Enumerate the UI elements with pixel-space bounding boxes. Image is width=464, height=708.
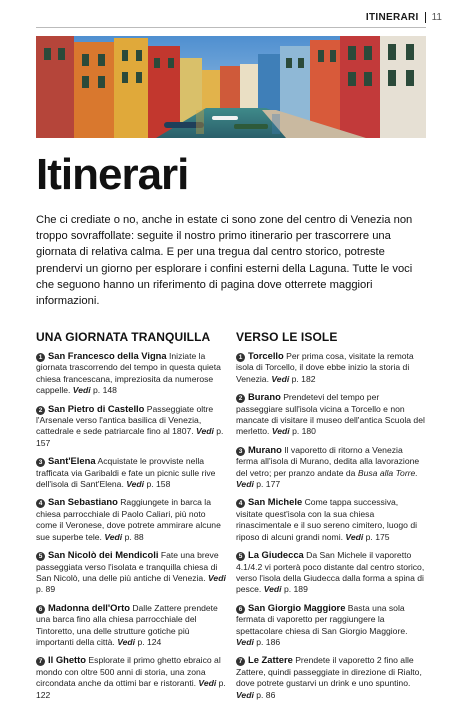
venue-name: Busa alla Torre. xyxy=(357,467,418,478)
stop-description: Per prima cosa, visitate la remota isola di Torcello, il dove ebbe inizio la storia di Venezia. xyxy=(236,351,414,384)
stop-description: Come tappa successiva, visitate quest'isola con la sua chiesa rinascimentale e il suo sereno cimitero, luogo di riposo di alcuni grandi nomi. xyxy=(236,497,418,542)
itinerary-item xyxy=(36,455,226,490)
itinerary-item xyxy=(36,654,226,701)
page-title: Itinerari xyxy=(36,150,189,199)
stop-description: Raggiungete in barca la chiesa parrocchiale di Paolo Caliari, più noto come il Veronese, dove potrete ammirare alcune sue superbe tele. xyxy=(36,497,221,542)
page-ref: p. 89 xyxy=(36,584,56,595)
stop-description: Basta una sola fermata di vaporetto per raggiungere la spettacolare chiesa di San Giorgio Maggiore. xyxy=(236,602,408,636)
page-ref: p. 182 xyxy=(291,373,316,384)
stop-name: Madonna dell'Orto xyxy=(48,601,130,613)
page-ref: p. 177 xyxy=(256,479,281,490)
step-number-badge: 5 xyxy=(236,552,245,561)
stop-name: San Pietro di Castello xyxy=(48,402,145,414)
page-ref-label: Vedi xyxy=(117,636,136,647)
stop-name: Sant'Elena xyxy=(48,455,96,467)
stop-description: Da San Michele il vaporetto 4.1/4.2 vi porterà poco distante dal centro storico, verso l'isola della Giudecca dalla forma a spina di pesce. xyxy=(236,550,425,595)
itinerary-item xyxy=(236,602,426,649)
stop-description: Prendete il vaporetto 2 fino alle Zattere, quindi passeggiate in direzione di Rialto, dove potrete gustarvi un drink e uno spuntino. xyxy=(236,655,422,689)
page-ref: p. 175 xyxy=(365,531,390,542)
stop-description: Passeggiate oltre l'Arsenale verso l'antica basilica di Venezia, cattedrale e sede patriarcale fino al 1807. xyxy=(36,403,214,437)
itinerary-column-islands xyxy=(236,330,426,707)
page-ref-label: Vedi xyxy=(271,373,290,384)
step-number-badge: 1 xyxy=(36,353,45,362)
itinerary-item xyxy=(36,496,226,543)
page-ref-label: Vedi xyxy=(236,689,254,700)
page-ref: p. 88 xyxy=(124,531,144,542)
itinerary-item xyxy=(36,549,226,596)
stop-name: San Michele xyxy=(248,496,303,508)
itinerary-item xyxy=(36,350,226,397)
itinerary-item xyxy=(36,602,226,649)
itinerary-item xyxy=(236,654,426,701)
page-ref: p. 124 xyxy=(137,636,162,647)
page-ref: p. 158 xyxy=(146,479,171,490)
stop-description: Il vaporetto di ritorno a Venezia ferma all'isola di Murano, dedita alla lavorazione del vetro; per pranzo andate da xyxy=(236,444,420,478)
stop-description: Fate una breve passeggiata verso l'isolata e tranquilla chiesa di San Nicolò, una delle più antiche di Venezia. xyxy=(36,550,219,583)
page-ref-label: Vedi xyxy=(196,426,214,437)
stop-name: Murano xyxy=(248,443,282,455)
running-header xyxy=(366,12,442,23)
stop-name: Torcello xyxy=(248,350,284,361)
header-rule xyxy=(36,27,426,28)
stop-name: Il Ghetto xyxy=(48,654,87,666)
page-ref-label: Vedi xyxy=(72,385,91,396)
step-number-badge: 6 xyxy=(236,605,245,614)
stop-description: Esplorate il primo ghetto ebraico al mondo con oltre 500 anni di storia, una zona circondata anche da ottimi bar e ristoranti. xyxy=(36,655,221,689)
itinerary-item xyxy=(236,391,426,438)
itinerary-item xyxy=(236,444,426,491)
page-ref: p. 148 xyxy=(93,385,117,396)
page-ref: p. 189 xyxy=(283,584,308,595)
page-ref-label: Vedi xyxy=(198,678,217,689)
page-ref: p. 180 xyxy=(292,426,316,437)
step-number-badge: 3 xyxy=(236,447,245,456)
step-number-badge: 4 xyxy=(236,499,245,508)
page-ref-label: Vedi xyxy=(104,531,123,542)
stop-description: Iniziate la giornata trascorrendo del tempo in questa quieta chiesa francescana, impreziosita da numerose cappelle. xyxy=(36,351,221,396)
page-ref: p. 186 xyxy=(256,636,281,647)
stop-name: San Francesco della Vigna xyxy=(48,350,167,361)
column-heading: VERSO LE ISOLE xyxy=(236,330,338,344)
step-number-badge: 6 xyxy=(36,605,45,614)
page-number: 11 xyxy=(431,12,442,23)
stop-name: San Giorgio Maggiore xyxy=(248,601,346,613)
itinerary-list xyxy=(236,350,426,701)
page-ref-label: Vedi xyxy=(345,531,364,542)
itinerary-list xyxy=(36,350,226,701)
stop-name: San Sebastiano xyxy=(48,496,118,508)
page-ref: p. 86 xyxy=(256,689,276,700)
page-ref-label: Vedi xyxy=(263,584,282,595)
page-ref: p. 157 xyxy=(36,426,224,448)
page-ref-label: Vedi xyxy=(126,479,145,490)
section-label: ITINERARI xyxy=(365,12,419,23)
stop-description: Dalle Zattere prendete una barca fino alla chiesa parrocchiale del Tintoretto, una delle strutture gotiche più importanti della città. xyxy=(36,602,218,647)
itinerary-item xyxy=(236,549,426,596)
step-number-badge: 7 xyxy=(36,657,45,666)
header-divider xyxy=(425,12,426,23)
page-ref-label: Vedi xyxy=(208,572,226,583)
step-number-badge: 1 xyxy=(236,353,245,362)
step-number-badge: 7 xyxy=(236,657,245,666)
stop-description: Acquistate le provviste nella trafficata via Garibaldi e fate un picnic sulle rive dell'isola di Sant'Elena. xyxy=(36,456,216,490)
step-number-badge: 2 xyxy=(36,406,45,415)
page-ref: p. 122 xyxy=(36,678,226,700)
itinerary-column-quiet-day xyxy=(36,330,226,707)
itinerary-item xyxy=(236,496,426,543)
stop-name: San Nicolò dei Mendicoli xyxy=(48,549,159,561)
itinerary-item xyxy=(36,403,226,450)
step-number-badge: 4 xyxy=(36,499,45,508)
step-number-badge: 2 xyxy=(236,394,245,403)
step-number-badge: 5 xyxy=(36,552,45,561)
stop-name: La Giudecca xyxy=(248,549,304,561)
stop-name: Burano xyxy=(248,391,281,403)
itinerary-item xyxy=(236,350,426,385)
stop-name: Le Zattere xyxy=(248,654,293,666)
stop-description: Prendetevi del tempo per passeggiare sull'isola vicina a Torcello e non mancate di visitare il museo dell'antica Scuola del merletto. xyxy=(236,392,425,437)
page-ref-label: Vedi xyxy=(271,426,290,437)
intro-paragraph: Che ci crediate o no, anche in estate ci sono zone del centro di Venezia non troppo sovraffollate: seguite il nostro primo itinerario per trascorrere una giornata di relativa calma. E per una tregua dal centro storico, potreste prendervi un giorno per esplorare i confini esterni della Laguna. Tutte le voci che seguono hanno un riferimento di pagina dove otterrete maggiori informazioni. xyxy=(36,214,413,308)
page-ref-label: Vedi xyxy=(236,479,254,490)
venice-canal-photo xyxy=(36,36,426,138)
page-ref-label: Vedi xyxy=(236,636,254,647)
column-heading: UNA GIORNATA TRANQUILLA xyxy=(36,330,211,344)
step-number-badge: 3 xyxy=(36,458,45,467)
